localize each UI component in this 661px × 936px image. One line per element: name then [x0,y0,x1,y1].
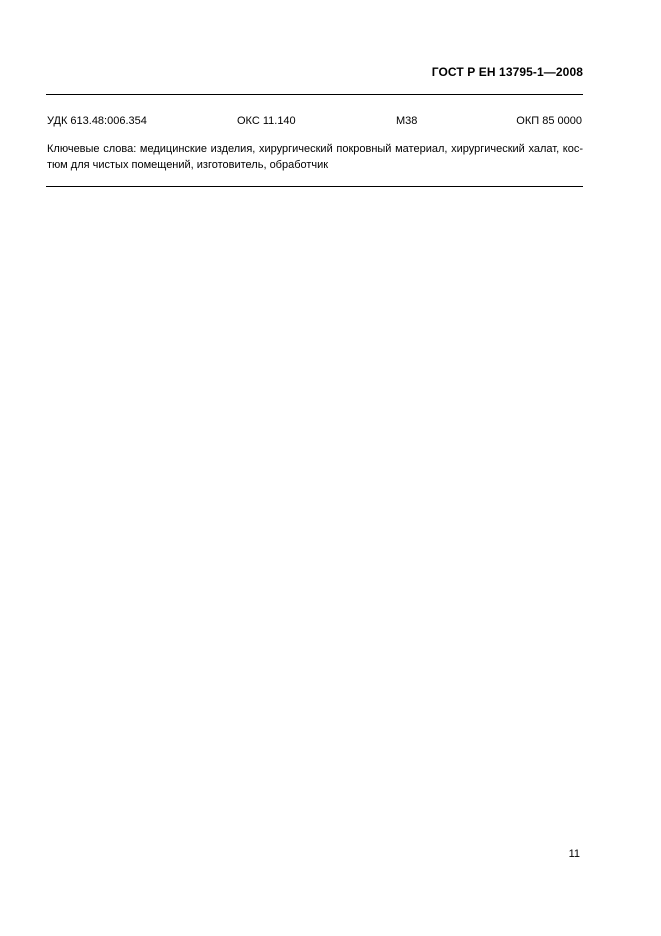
oks-code: ОКС 11.140 [237,115,296,127]
bottom-divider [46,186,583,187]
top-divider [46,94,583,95]
document-standard-title: ГОСТ Р ЕН 13795-1—2008 [431,65,583,79]
classification-codes-row [47,115,582,129]
keywords-paragraph [47,141,583,173]
udk-code: УДК 613.48:006.354 [47,115,147,127]
okp-code: ОКП 85 0000 [516,115,582,127]
page-number: 11 [568,848,580,860]
keywords-line-1: Ключевые слова: медицинские изделия, хирургический покровный материал, хирургический халат, кос- [47,143,583,155]
m-code: М38 [396,115,418,127]
keywords-line-2: тюм для чистых помещений, изготовитель, обработчик [47,159,329,171]
